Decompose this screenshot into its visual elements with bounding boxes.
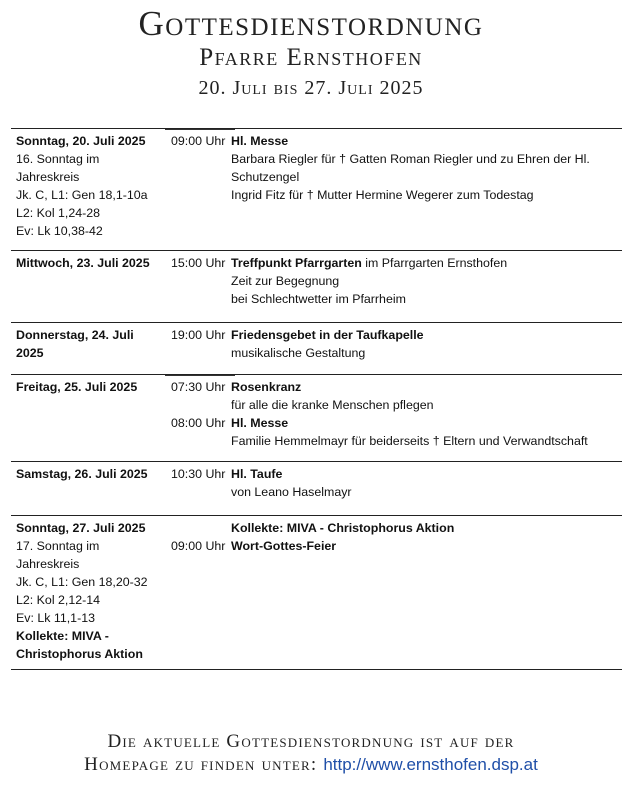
- divider: [165, 375, 235, 376]
- day-date: Sonntag, 20. Juli 2025: [16, 134, 146, 148]
- service-text: [231, 519, 621, 537]
- day-info: [16, 254, 166, 272]
- service-line: Ingrid Fitz für † Mutter Hermine Wegerer zum Todestag: [231, 188, 534, 202]
- service-location: im Pfarrgarten Ernsthofen: [361, 256, 508, 270]
- day-detail: L2: Kol 2,12-14: [16, 593, 101, 607]
- service-title: Hl. Messe: [231, 134, 289, 148]
- day-detail: Jahreskreis: [16, 170, 80, 184]
- date-range: 20. Juli bis 27. Juli 2025: [198, 77, 424, 99]
- schedule-row: [11, 250, 622, 323]
- day-info: [16, 378, 166, 396]
- service-title: Hl. Taufe: [231, 467, 283, 481]
- footer-line: Homepage zu finden unter:: [84, 754, 318, 775]
- day-info: [16, 132, 166, 240]
- service-time: 10:30 Uhr: [171, 467, 226, 481]
- schedule-row: [11, 461, 622, 516]
- service-line: Barbara Riegler für † Gatten Roman Riegler und zu Ehren der Hl.: [231, 152, 590, 166]
- service-line: Zeit zur Begegnung: [231, 274, 340, 288]
- day-info: [16, 326, 166, 362]
- service-title: Hl. Messe: [231, 416, 289, 430]
- service-time: 08:00 Uhr: [171, 416, 226, 430]
- service-title: Kollekte: MIVA - Christophorus Aktion: [231, 521, 455, 535]
- page-title: Gottesdienstordnung: [138, 4, 484, 43]
- day-detail: Jk. C, L1: Gen 18,20-32: [16, 575, 148, 589]
- footer-line: Die aktuelle Gottesdienstordnung ist auf der: [107, 731, 515, 752]
- service-line: Familie Hemmelmayr für beiderseits † Eltern und Verwandtschaft: [231, 434, 588, 448]
- day-detail: 16. Sonntag im: [16, 152, 100, 166]
- service-time: 15:00 Uhr: [171, 256, 226, 270]
- service-text: [231, 254, 621, 308]
- schedule-row: [11, 322, 622, 375]
- service-line: musikalische Gestaltung: [231, 346, 366, 360]
- day-date-year: 2025: [16, 346, 44, 360]
- service-line: Schutzengel: [231, 170, 300, 184]
- service-text: [231, 326, 621, 362]
- day-detail: Jk. C, L1: Gen 18,1-10a: [16, 188, 148, 202]
- day-date: Mittwoch, 23. Juli 2025: [16, 256, 150, 270]
- service-title: Treffpunkt Pfarrgarten: [231, 256, 362, 270]
- day-detail: Ev: Lk 11,1-13: [16, 611, 95, 625]
- service-line: für alle die kranke Menschen pflegen: [231, 398, 434, 412]
- day-info: [16, 465, 166, 483]
- service-time: 09:00 Uhr: [171, 539, 226, 553]
- day-date: Donnerstag, 24. Juli: [16, 328, 134, 342]
- day-date: Sonntag, 27. Juli 2025: [16, 521, 146, 535]
- service-title: Friedensgebet in der Taufkapelle: [231, 328, 424, 342]
- schedule-row: [11, 128, 622, 251]
- service-time: 19:00 Uhr: [171, 328, 226, 342]
- day-date: Samstag, 26. Juli 2025: [16, 467, 148, 481]
- day-date: Freitag, 25. Juli 2025: [16, 380, 138, 394]
- service-text: [231, 465, 621, 501]
- collection-note: Christophorus Aktion: [16, 647, 143, 661]
- service-title: Rosenkranz: [231, 380, 302, 394]
- service-text: [231, 414, 621, 450]
- day-detail: L2: Kol 1,24-28: [16, 206, 101, 220]
- service-time: 07:30 Uhr: [171, 380, 226, 394]
- service-text: [231, 378, 621, 414]
- day-detail: Ev: Lk 10,38-42: [16, 224, 103, 238]
- footer-note: [0, 730, 622, 776]
- homepage-link[interactable]: http://www.ernsthofen.dsp.at: [323, 755, 538, 774]
- service-title: Wort-Gottes-Feier: [231, 539, 337, 553]
- day-detail: Jahreskreis: [16, 557, 80, 571]
- schedule-row: [11, 374, 622, 462]
- schedule-row: [11, 515, 622, 670]
- service-text: [231, 132, 621, 204]
- service-text: [231, 537, 621, 555]
- day-info: [16, 519, 166, 663]
- service-time: 09:00 Uhr: [171, 134, 226, 148]
- table-bottom-line: [11, 669, 622, 670]
- day-detail: 17. Sonntag im: [16, 539, 100, 553]
- parish-name: Pfarre Ernsthofen: [199, 44, 423, 71]
- service-line: von Leano Haselmayr: [231, 485, 352, 499]
- divider: [165, 129, 235, 130]
- collection-note: Kollekte: MIVA -: [16, 629, 109, 643]
- service-line: bei Schlechtwetter im Pfarrheim: [231, 292, 406, 306]
